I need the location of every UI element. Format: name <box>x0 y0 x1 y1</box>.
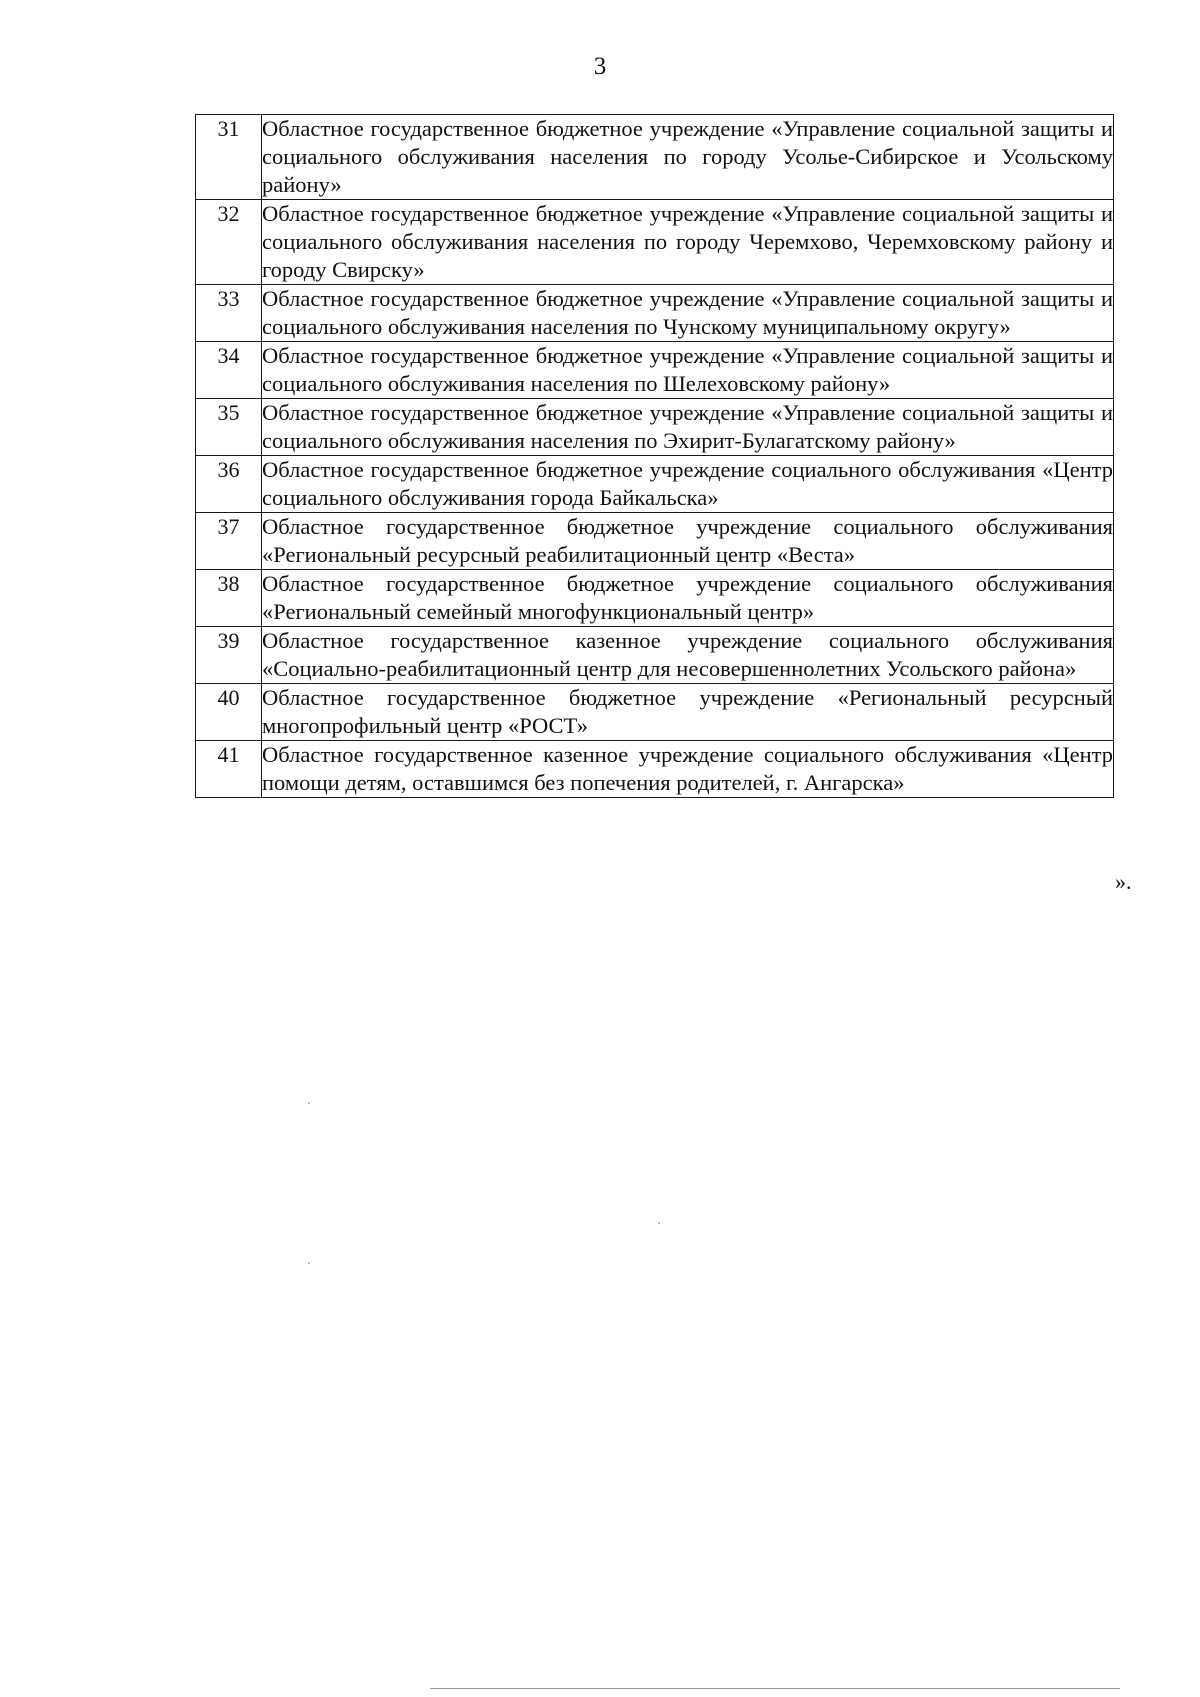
table-row <box>196 200 1114 285</box>
scan-speck <box>658 1222 660 1224</box>
institutions-table <box>195 114 1114 798</box>
table-row <box>196 627 1114 684</box>
table-row <box>196 741 1114 798</box>
table-row <box>196 399 1114 456</box>
institution-name: Областное государственное бюджетное учреждение социального обслуживания «Центр социального обслуживания города Байкальска» <box>262 456 1114 513</box>
table-row <box>196 570 1114 627</box>
institution-name: Областное государственное бюджетное учреждение «Региональный ресурсный многопрофильный центр «РОСТ» <box>262 684 1114 741</box>
institution-name: Областное государственное бюджетное учреждение «Управление социальной защиты и социального обслуживания населения по городу Черемхово, Черемховскому району и городу Свирску» <box>262 200 1114 285</box>
institution-name: Областное государственное бюджетное учреждение «Управление социальной защиты и социального обслуживания населения по Эхирит-Булагатскому району» <box>262 399 1114 456</box>
page-number: 3 <box>593 53 607 80</box>
row-number: 41 <box>196 741 262 798</box>
institution-name: Областное государственное бюджетное учреждение «Управление социальной защиты и социального обслуживания населения по городу Усолье-Сибирское и Усольскому району» <box>262 115 1114 200</box>
institution-name: Областное государственное казенное учреждение социального обслуживания «Социально-реабилитационный центр для несовершеннолетних Усольского района» <box>262 627 1114 684</box>
row-number: 38 <box>196 570 262 627</box>
row-number: 35 <box>196 399 262 456</box>
row-number: 37 <box>196 513 262 570</box>
row-number: 40 <box>196 684 262 741</box>
row-number: 39 <box>196 627 262 684</box>
table-row <box>196 285 1114 342</box>
institution-name: Областное государственное бюджетное учреждение социального обслуживания «Региональный ресурсный реабилитационный центр «Веста» <box>262 513 1114 570</box>
institution-name: Областное государственное казенное учреждение социального обслуживания «Центр помощи детям, оставшимся без попечения родителей, г. Ангарска» <box>262 741 1114 798</box>
scan-artifact-line <box>430 1688 1120 1689</box>
row-number: 36 <box>196 456 262 513</box>
institution-name: Областное государственное бюджетное учреждение «Управление социальной защиты и социального обслуживания населения по Шелеховскому району» <box>262 342 1114 399</box>
row-number: 33 <box>196 285 262 342</box>
institution-name: Областное государственное бюджетное учреждение «Управление социальной защиты и социального обслуживания населения по Чунскому муниципальному округу» <box>262 285 1114 342</box>
table-row <box>196 513 1114 570</box>
scan-speck <box>308 1102 310 1104</box>
row-number: 34 <box>196 342 262 399</box>
row-number: 32 <box>196 200 262 285</box>
table-row <box>196 115 1114 200</box>
scan-speck <box>308 1262 310 1264</box>
closing-quote-mark: ». <box>1115 869 1132 894</box>
institution-name: Областное государственное бюджетное учреждение социального обслуживания «Региональный семейный многофункциональный центр» <box>262 570 1114 627</box>
table-row <box>196 456 1114 513</box>
table-row <box>196 342 1114 399</box>
table-row <box>196 684 1114 741</box>
row-number: 31 <box>196 115 262 200</box>
